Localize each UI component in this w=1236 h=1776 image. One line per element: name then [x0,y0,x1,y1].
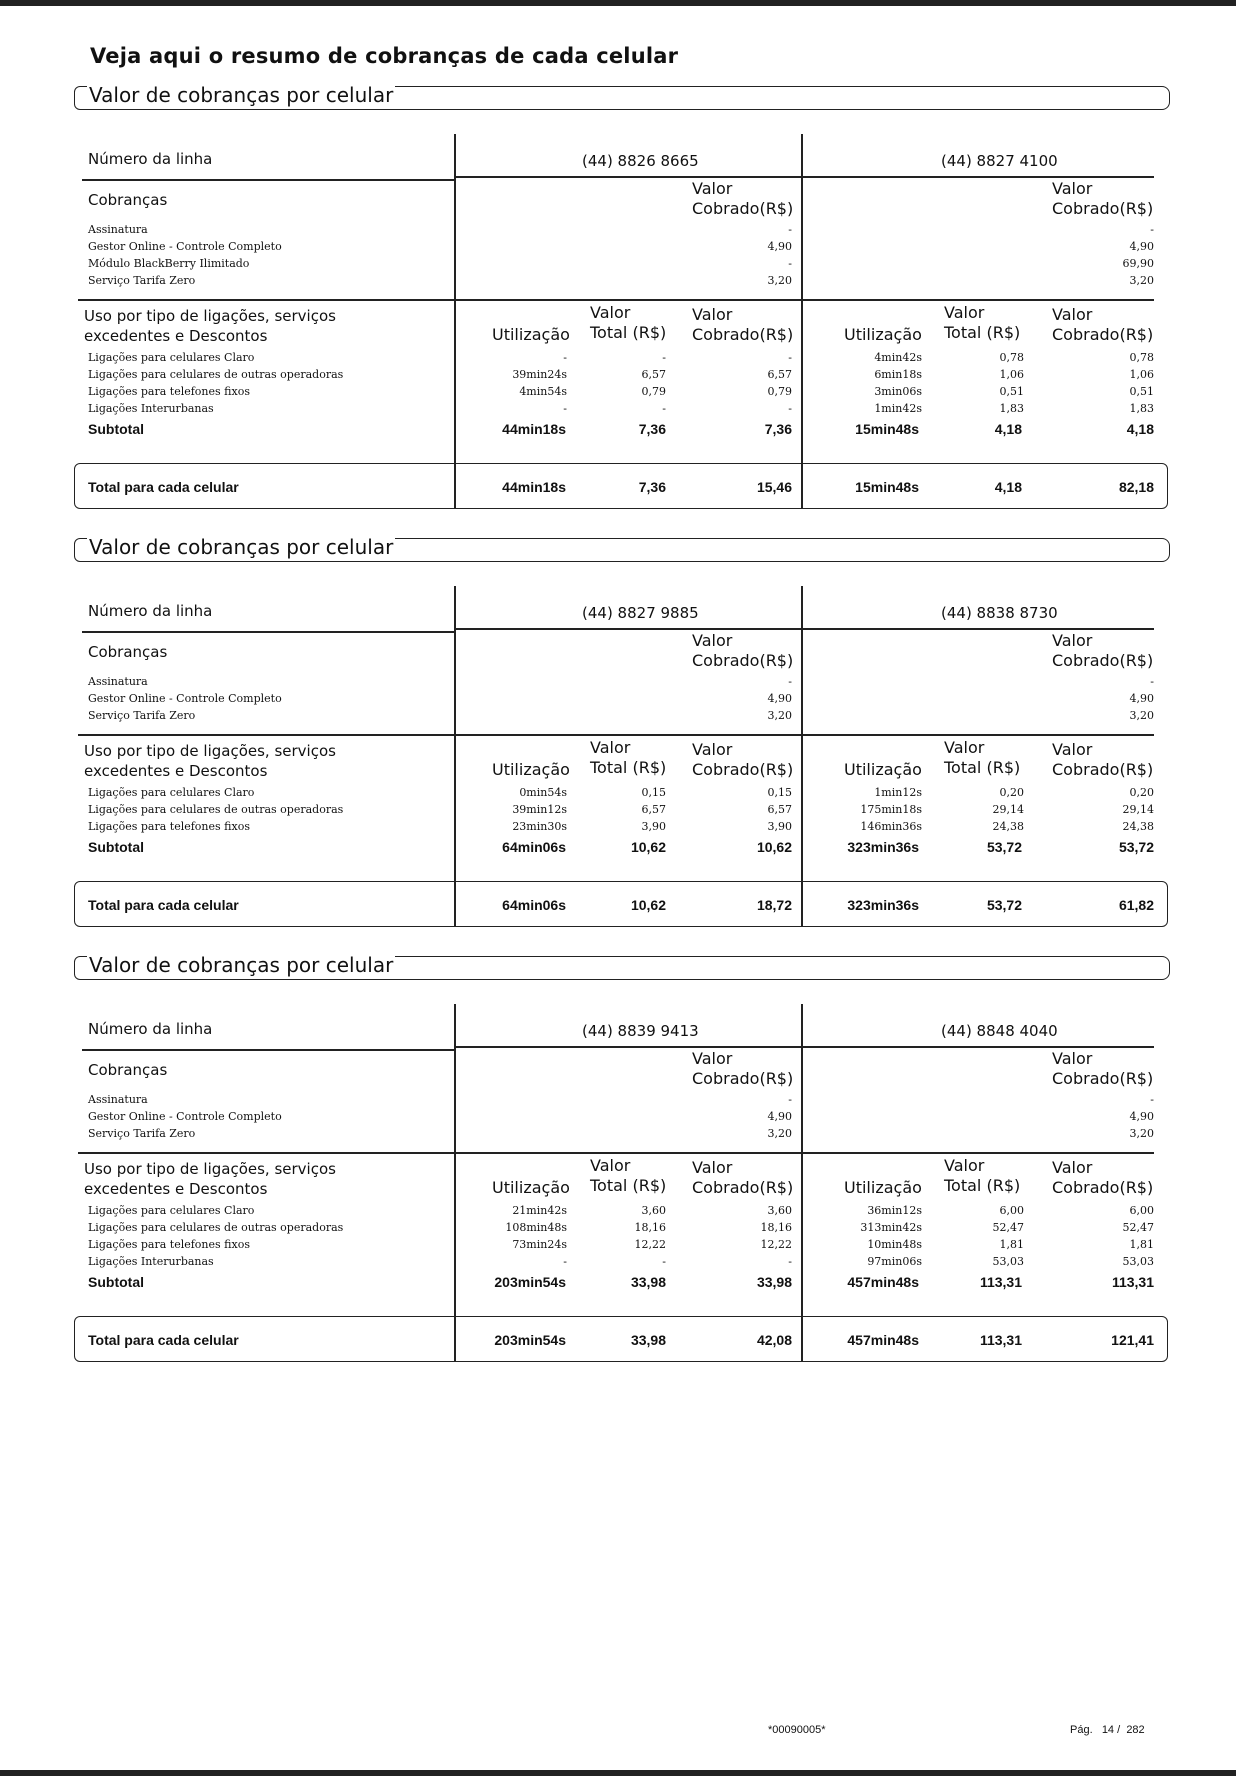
page-separator: / [1117,1724,1121,1736]
total-label: Total para cada celular [88,1332,239,1348]
line-number-label: Número da linha [88,1020,213,1038]
usage-value: 1,83 [1129,402,1154,415]
col-header-cobrado: Cobrado(R$) [1052,651,1154,670]
col-header-valor: Valor [944,738,985,757]
usage-value: - [563,1255,567,1268]
usage-value: 1min42s [874,402,922,415]
usage-divider-left [78,299,454,301]
usage-value: 24,38 [1122,820,1154,833]
col-header-cobrado: Cobrado(R$) [692,199,794,218]
total-value: 18,72 [756,897,792,913]
billing-section [74,953,1170,1356]
usage-value: 6,57 [641,368,666,381]
total-value: 7,36 [638,479,666,495]
subtotal-value: 44min18s [502,421,566,437]
col-header-total: Total (R$) [944,1176,1021,1195]
top-border [0,0,1236,6]
usage-value: 0,78 [1129,351,1154,364]
charge-value: 3,20 [1129,709,1154,722]
charges-label: Cobranças [88,643,168,661]
usage-value: 6,57 [767,803,792,816]
subtotal-value: 10,62 [630,839,666,855]
usage-value: 3,90 [641,820,666,833]
usage-label: excedentes e Descontos [84,327,268,345]
charge-value: 3,20 [1129,1127,1154,1140]
col-header-utilizacao: Utilização [844,325,922,344]
col-header-cobrado: Cobrado(R$) [1052,325,1154,344]
subtotal-value: 4,18 [1126,421,1154,437]
bottom-border [0,1770,1236,1776]
col-header-valor: Valor [590,303,631,322]
label-underline [82,179,454,181]
usage-value: 1min12s [874,786,922,799]
total-label: Total para cada celular [88,479,239,495]
usage-value: 6,00 [1129,1204,1154,1217]
usage-value: 97min06s [867,1255,922,1268]
usage-value: 73min24s [512,1238,567,1251]
charges-label: Cobranças [88,191,168,209]
page-title: Veja aqui o resumo de cobranças de cada celular [90,44,679,68]
usage-value: 24,38 [992,820,1024,833]
usage-value: 29,14 [1122,803,1154,816]
usage-divider [454,1152,1154,1154]
total-value: 10,62 [630,897,666,913]
charge-value: 4,90 [1129,1110,1154,1123]
charge-value: 4,90 [1129,240,1154,253]
usage-item: Ligações para celulares de outras operadoras [88,1221,344,1234]
subtotal-value: 113,31 [1111,1274,1154,1290]
charge-item: Assinatura [88,675,148,688]
usage-value: 1,06 [999,368,1024,381]
column-divider [801,586,803,927]
usage-value: 146min36s [860,820,922,833]
subtotal-value: 64min06s [502,839,566,855]
usage-item: Ligações para telefones fixos [88,385,250,398]
total-label: Total para cada celular [88,897,239,913]
col-header-total: Total (R$) [944,758,1021,777]
subtotal-value: 4,18 [994,421,1022,437]
col-header-valor: Valor [944,303,985,322]
col-header-valor: Valor [1052,740,1093,759]
usage-value: - [662,351,666,364]
usage-value: 4min54s [519,385,567,398]
charge-item: Assinatura [88,1093,148,1106]
charge-value: 4,90 [767,692,792,705]
column-divider [454,134,456,509]
total-value: 61,82 [1118,897,1154,913]
usage-value: 0,15 [641,786,666,799]
col-header-total: Total (R$) [590,1176,667,1195]
col-header-cobrado: Cobrado(R$) [692,760,794,779]
usage-value: - [563,351,567,364]
col-header-valor: Valor [692,305,733,324]
usage-value: 0,79 [641,385,666,398]
usage-value: 4min42s [874,351,922,364]
usage-item: Ligações Interurbanas [88,402,214,415]
col-header-valor: Valor [692,740,733,759]
subtotal-value: 7,36 [764,421,792,437]
subtotal-value: 53,72 [1118,839,1154,855]
col-header-cobrado: Cobrado(R$) [692,1178,794,1197]
usage-value: 6,57 [767,368,792,381]
usage-value: 18,16 [634,1221,666,1234]
col-header-utilizacao: Utilização [492,760,570,779]
usage-value: - [662,1255,666,1268]
usage-item: Ligações para celulares Claro [88,786,255,799]
total-value: 457min48s [847,1332,919,1348]
charge-value: 4,90 [1129,692,1154,705]
usage-value: 39min24s [512,368,567,381]
usage-divider-left [78,734,454,736]
col-header-valor: Valor [1052,305,1093,324]
charge-value: 4,90 [767,1110,792,1123]
total-value: 4,18 [994,479,1022,495]
charge-value: 4,90 [767,240,792,253]
col-header-valor: Valor [590,738,631,757]
phone-underline [454,628,1154,630]
usage-item: Ligações para celulares Claro [88,351,255,364]
usage-value: 0,78 [999,351,1024,364]
col-header-valor: Valor [590,1156,631,1175]
col-header-valor: Valor [692,179,733,198]
usage-value: 0,51 [999,385,1024,398]
col-header-valor: Valor [1052,1158,1093,1177]
usage-item: Ligações para celulares de outras operadoras [88,368,344,381]
col-header-cobrado: Cobrado(R$) [692,651,794,670]
charge-value: 3,20 [1129,274,1154,287]
total-value: 15min48s [855,479,919,495]
col-header-valor: Valor [692,631,733,650]
usage-value: 10min48s [867,1238,922,1251]
section-title: Valor de cobranças por celular [89,953,394,977]
total-value: 323min36s [847,897,919,913]
usage-divider [454,734,1154,736]
usage-value: 175min18s [860,803,922,816]
col-header-utilizacao: Utilização [844,1178,922,1197]
usage-value: 21min42s [512,1204,567,1217]
usage-value: 12,22 [760,1238,792,1251]
col-header-valor: Valor [692,1049,733,1068]
usage-value: 3,90 [767,820,792,833]
usage-value: 1,06 [1129,368,1154,381]
phone-number: (44) 8848 4040 [941,1022,1058,1040]
col-header-cobrado: Cobrado(R$) [692,1069,794,1088]
usage-value: 6min18s [874,368,922,381]
subtotal-value: 53,72 [986,839,1022,855]
col-header-utilizacao: Utilização [492,325,570,344]
charge-item: Módulo BlackBerry Ilimitado [88,257,250,270]
charge-value: - [1150,223,1154,236]
phone-underline [454,1046,1154,1048]
usage-value: 18,16 [760,1221,792,1234]
col-header-cobrado: Cobrado(R$) [692,325,794,344]
usage-value: 0min54s [519,786,567,799]
usage-item: Ligações para celulares de outras operadoras [88,803,344,816]
phone-number: (44) 8839 9413 [582,1022,699,1040]
usage-value: 29,14 [992,803,1024,816]
total-value: 203min54s [494,1332,566,1348]
subtotal-label: Subtotal [88,1274,144,1290]
page-current: 14 [1101,1724,1115,1736]
usage-item: Ligações Interurbanas [88,1255,214,1268]
usage-value: 53,03 [992,1255,1024,1268]
charges-label: Cobranças [88,1061,168,1079]
usage-value: 6,57 [641,803,666,816]
charge-item: Gestor Online - Controle Completo [88,1110,282,1123]
usage-label: excedentes e Descontos [84,762,268,780]
section-title: Valor de cobranças por celular [89,535,394,559]
total-value: 53,72 [986,897,1022,913]
usage-value: 3min06s [874,385,922,398]
col-header-utilizacao: Utilização [844,760,922,779]
usage-label: Uso por tipo de ligações, serviços [84,307,336,325]
usage-value: 108min48s [505,1221,567,1234]
usage-value: 3,60 [767,1204,792,1217]
subtotal-value: 7,36 [638,421,666,437]
phone-number: (44) 8826 8665 [582,152,699,170]
usage-value: - [788,1255,792,1268]
col-header-cobrado: Cobrado(R$) [1052,1178,1154,1197]
column-divider [454,1004,456,1362]
line-number-label: Número da linha [88,602,213,620]
col-header-utilizacao: Utilização [492,1178,570,1197]
col-header-valor: Valor [944,1156,985,1175]
usage-value: 0,15 [767,786,792,799]
usage-item: Ligações para telefones fixos [88,820,250,833]
charge-value: - [1150,675,1154,688]
subtotal-value: 113,31 [979,1274,1022,1290]
usage-value: 0,79 [767,385,792,398]
phone-number: (44) 8838 8730 [941,604,1058,622]
col-header-cobrado: Cobrado(R$) [1052,760,1154,779]
usage-value: 0,20 [999,786,1024,799]
col-header-valor: Valor [1052,1049,1093,1068]
col-header-cobrado: Cobrado(R$) [1052,199,1154,218]
subtotal-label: Subtotal [88,839,144,855]
usage-item: Ligações para telefones fixos [88,1238,250,1251]
billing-section [74,535,1170,938]
page-label: Pág. [1070,1724,1093,1736]
charge-item: Assinatura [88,223,148,236]
section-header [74,83,1170,110]
usage-item: Ligações para celulares Claro [88,1204,255,1217]
subtotal-value: 457min48s [847,1274,919,1290]
billing-section [74,83,1170,516]
usage-divider-left [78,1152,454,1154]
charge-value: 3,20 [767,709,792,722]
total-value: 42,08 [756,1332,792,1348]
total-value: 121,41 [1111,1332,1154,1348]
usage-value: 53,03 [1122,1255,1154,1268]
label-underline [82,631,454,633]
total-value: 82,18 [1118,479,1154,495]
total-value: 64min06s [502,897,566,913]
subtotal-value: 323min36s [847,839,919,855]
usage-divider [454,299,1154,301]
usage-value: 39min12s [512,803,567,816]
usage-value: 12,22 [634,1238,666,1251]
charge-item: Gestor Online - Controle Completo [88,692,282,705]
usage-value: 1,81 [1129,1238,1154,1251]
col-header-total: Total (R$) [590,323,667,342]
section-header [74,953,1170,980]
col-header-valor: Valor [692,1158,733,1177]
total-value: 113,31 [979,1332,1022,1348]
usage-value: 52,47 [992,1221,1024,1234]
usage-value: - [788,402,792,415]
usage-value: 3,60 [641,1204,666,1217]
charge-value: - [788,223,792,236]
usage-value: 23min30s [512,820,567,833]
column-divider [801,134,803,509]
col-header-total: Total (R$) [944,323,1021,342]
phone-underline [454,176,1154,178]
usage-value: - [563,402,567,415]
total-value: 33,98 [630,1332,666,1348]
subtotal-value: 33,98 [756,1274,792,1290]
usage-label: excedentes e Descontos [84,1180,268,1198]
charge-value: 3,20 [767,1127,792,1140]
usage-value: 52,47 [1122,1221,1154,1234]
col-header-total: Total (R$) [590,758,667,777]
usage-value: - [662,402,666,415]
section-header [74,535,1170,562]
usage-value: 0,51 [1129,385,1154,398]
charge-item: Serviço Tarifa Zero [88,274,196,287]
usage-label: Uso por tipo de ligações, serviços [84,742,336,760]
charge-item: Serviço Tarifa Zero [88,709,196,722]
col-header-cobrado: Cobrado(R$) [1052,1069,1154,1088]
document-code: *00090005* [768,1724,826,1736]
charge-value: 3,20 [767,274,792,287]
subtotal-value: 10,62 [756,839,792,855]
usage-value: 1,81 [999,1238,1024,1251]
col-header-valor: Valor [1052,631,1093,650]
line-number-label: Número da linha [88,150,213,168]
label-underline [82,1049,454,1051]
column-divider [454,586,456,927]
usage-label: Uso por tipo de ligações, serviços [84,1160,336,1178]
charge-item: Serviço Tarifa Zero [88,1127,196,1140]
usage-value: 0,20 [1129,786,1154,799]
page-total: 282 [1126,1724,1145,1736]
total-value: 15,46 [756,479,792,495]
subtotal-value: 203min54s [494,1274,566,1290]
charge-value: - [1150,1093,1154,1106]
col-header-valor: Valor [1052,179,1093,198]
charge-value: - [788,675,792,688]
phone-number: (44) 8827 4100 [941,152,1058,170]
page-number [1070,1724,1145,1736]
charge-value: 69,90 [1122,257,1154,270]
subtotal-value: 15min48s [855,421,919,437]
usage-value: 36min12s [867,1204,922,1217]
charge-value: - [788,1093,792,1106]
charge-value: - [788,257,792,270]
usage-value: 313min42s [860,1221,922,1234]
total-value: 44min18s [502,479,566,495]
section-title: Valor de cobranças por celular [89,83,394,107]
column-divider [801,1004,803,1362]
subtotal-value: 33,98 [630,1274,666,1290]
phone-number: (44) 8827 9885 [582,604,699,622]
charge-item: Gestor Online - Controle Completo [88,240,282,253]
usage-value: 6,00 [999,1204,1024,1217]
subtotal-label: Subtotal [88,421,144,437]
usage-value: - [788,351,792,364]
usage-value: 1,83 [999,402,1024,415]
